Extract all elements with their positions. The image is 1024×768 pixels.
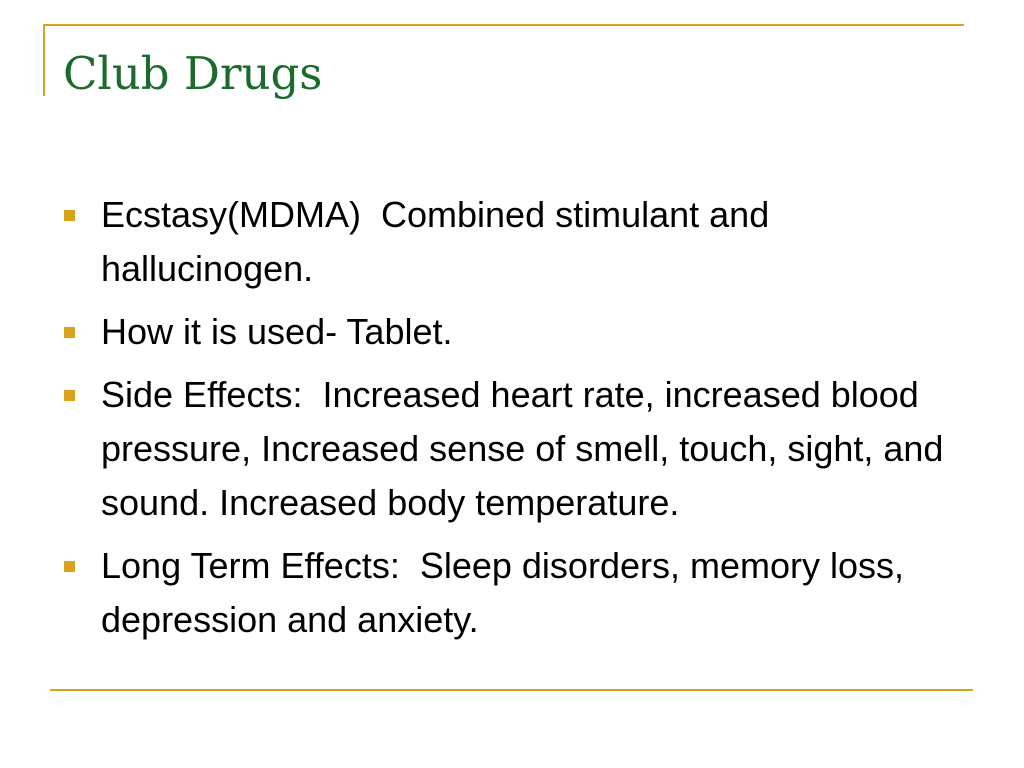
bottom-rule bbox=[50, 689, 973, 691]
square-bullet-icon bbox=[64, 390, 75, 401]
square-bullet-icon bbox=[64, 327, 75, 338]
slide-title: Club Drugs bbox=[63, 47, 323, 100]
top-rule bbox=[43, 24, 964, 26]
bullet-item-ecstasy bbox=[64, 188, 964, 296]
bullet-item-usage bbox=[64, 305, 964, 359]
bullet-item-side-effects bbox=[64, 368, 964, 530]
left-rule bbox=[43, 24, 45, 96]
square-bullet-icon bbox=[64, 561, 75, 572]
square-bullet-icon bbox=[64, 210, 75, 221]
bullet-text: Side Effects: Increased heart rate, increased blood pressure, Increased sense of smell, touch, sight, and sound. Increased body temperature. bbox=[101, 374, 954, 523]
bullet-list bbox=[64, 188, 964, 656]
bullet-text: How it is used- Tablet. bbox=[101, 311, 453, 352]
bullet-text: Ecstasy(MDMA) Combined stimulant and hallucinogen. bbox=[101, 194, 780, 289]
bullet-text: Long Term Effects: Sleep disorders, memory loss, depression and anxiety. bbox=[101, 545, 915, 640]
bullet-item-long-term-effects bbox=[64, 539, 964, 647]
